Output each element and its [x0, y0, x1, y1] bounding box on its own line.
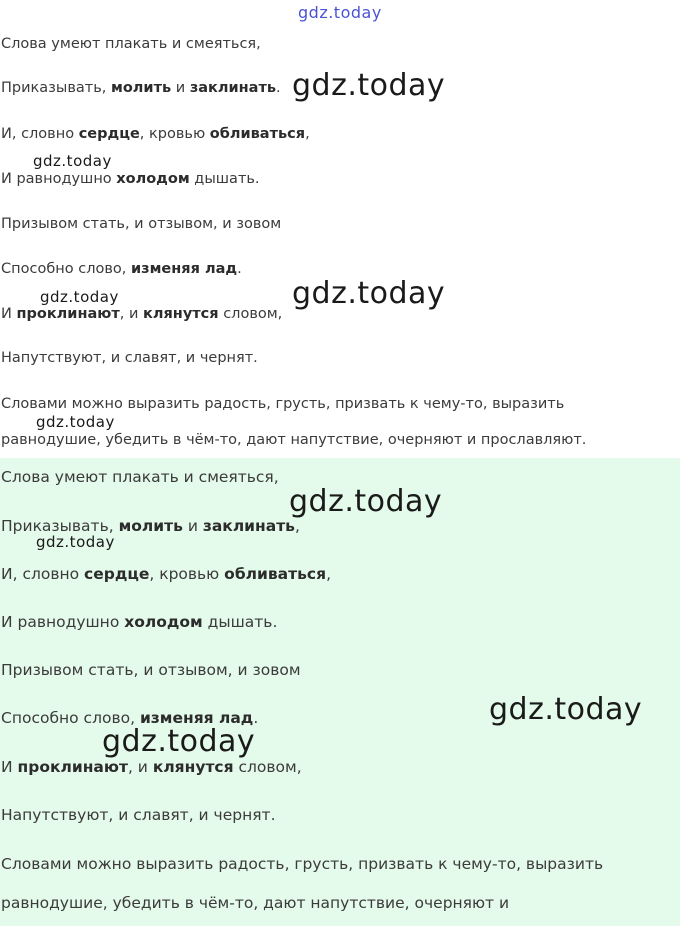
text-line: И проклинают, и клянутся словом, — [1, 306, 283, 322]
text-line: Словами можно выразить радость, грусть, призвать к чему-то, выразить — [1, 396, 565, 412]
text-line: И, словно сердце, кровью обливаться, — [1, 565, 331, 583]
text-line: Напутствуют, и славят, и чернят. — [1, 350, 258, 366]
text-line: И проклинают, и клянутся словом, — [1, 758, 302, 776]
text-line: Словами можно выразить радость, грусть, призвать к чему-то, выразить — [1, 855, 604, 873]
watermark: gdz.today — [40, 288, 119, 306]
watermark: gdz.today — [298, 3, 382, 22]
text-line: равнодушие, убедить в чём-то, дают напутствие, очерняют и — [1, 894, 510, 912]
text-line: И, словно сердце, кровью обливаться, — [1, 126, 310, 142]
text-line: И равнодушно холодом дышать. — [1, 613, 278, 631]
text-line: Приказывать, молить и заклинать, — [1, 517, 300, 535]
text-line: Напутствуют, и славят, и чернят. — [1, 806, 276, 824]
watermark: gdz.today — [102, 724, 256, 759]
watermark: gdz.today — [489, 692, 643, 727]
watermark: gdz.today — [289, 484, 443, 519]
text-line: равнодушие, убедить в чём-то, дают напутствие, очерняют и прославляют. — [1, 432, 587, 448]
text-line: Способно слово, изменяя лад. — [1, 709, 259, 727]
text-line: Призывом стать, и отзывом, и зовом — [1, 216, 282, 232]
text-line: Способно слово, изменяя лад. — [1, 261, 242, 277]
watermark: gdz.today — [292, 68, 446, 103]
text-line: Приказывать, молить и заклинать. — [1, 80, 281, 96]
text-line: Призывом стать, и отзывом, и зовом — [1, 661, 301, 679]
text-line: Слова умеют плакать и смеяться, — [1, 36, 261, 52]
watermark: gdz.today — [292, 276, 446, 311]
watermark: gdz.today — [36, 533, 115, 551]
watermark: gdz.today — [36, 413, 115, 431]
text-line: Слова умеют плакать и смеяться, — [1, 468, 279, 486]
watermark: gdz.today — [33, 152, 112, 170]
text-line: И равнодушно холодом дышать. — [1, 171, 260, 187]
